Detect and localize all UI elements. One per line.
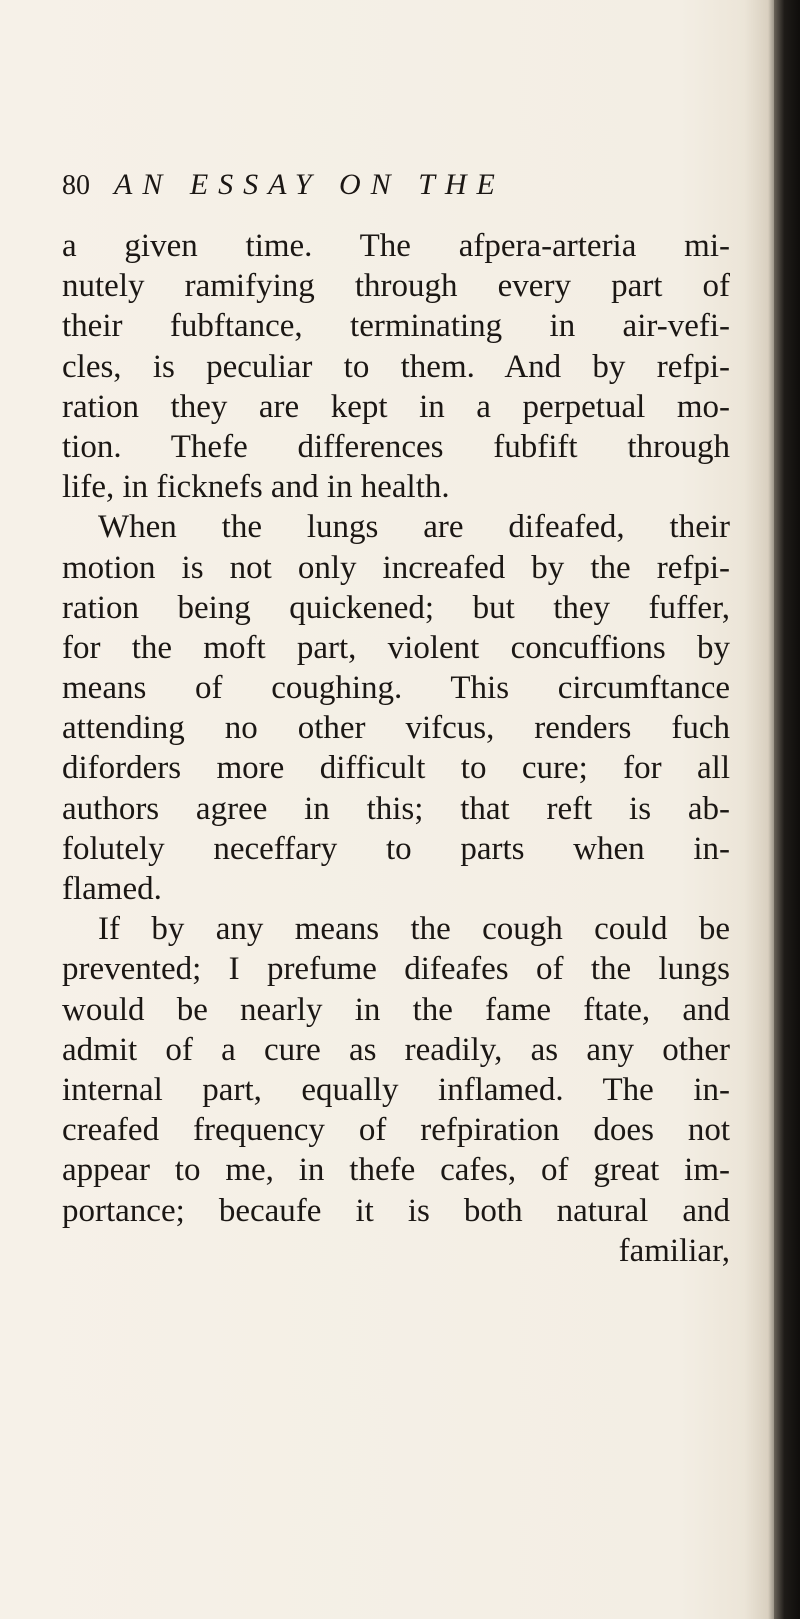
text-line: would be nearly in the fame ftate, and xyxy=(62,991,730,1028)
page-number: 80 xyxy=(62,170,90,201)
text-line: tion. Thefe differences fubfift through xyxy=(62,428,730,465)
text-line: a given time. The afpera-arteria mi- xyxy=(62,228,730,264)
text-line: diforders more difficult to cure; for all xyxy=(62,750,730,787)
text-line: attending no other vifcus, renders fuch xyxy=(62,710,730,747)
running-head: AN ESSAY ON THE xyxy=(114,168,505,201)
text-line: admit of a cure as readily, as any other xyxy=(62,1031,730,1068)
text-line: nutely ramifying through every part of xyxy=(62,268,730,305)
catchword: familiar, xyxy=(618,1232,730,1269)
text-line: flamed. xyxy=(62,871,162,907)
text-line: cles, is peculiar to them. And by refpi- xyxy=(62,348,730,385)
text-line: portance; becaufe it is both natural and xyxy=(62,1192,730,1229)
text-line: ration being quickened; but they fuffer, xyxy=(62,589,730,626)
text-line: life, in ficknefs and in health. xyxy=(62,469,450,506)
text-line: folutely neceffary to parts when in- xyxy=(62,830,730,867)
text-line: authors agree in this; that reft is ab- xyxy=(62,790,730,827)
page-binding-edge xyxy=(774,0,800,1619)
text-line: means of coughing. This circumftance xyxy=(62,670,730,707)
text-line: creafed frequency of refpiration does not xyxy=(62,1112,730,1149)
text-line: ration they are kept in a perpetual mo- xyxy=(62,388,730,425)
text-line: If by any means the cough could be xyxy=(98,911,730,948)
text-line: appear to me, in thefe cafes, of great im- xyxy=(62,1152,730,1189)
text-line: for the moft part, violent concuffions by xyxy=(62,629,730,666)
text-line: When the lungs are difeafed, their xyxy=(98,509,730,546)
page-header xyxy=(62,168,682,212)
text-line: prevented; I prefume difeafes of the lungs xyxy=(62,951,730,988)
text-line: their fubftance, terminating in air-vefi- xyxy=(62,308,730,345)
text-line: motion is not only increafed by the refpi- xyxy=(62,549,730,586)
text-line: internal part, equally inflamed. The in- xyxy=(62,1071,730,1108)
body-text xyxy=(62,226,730,1271)
